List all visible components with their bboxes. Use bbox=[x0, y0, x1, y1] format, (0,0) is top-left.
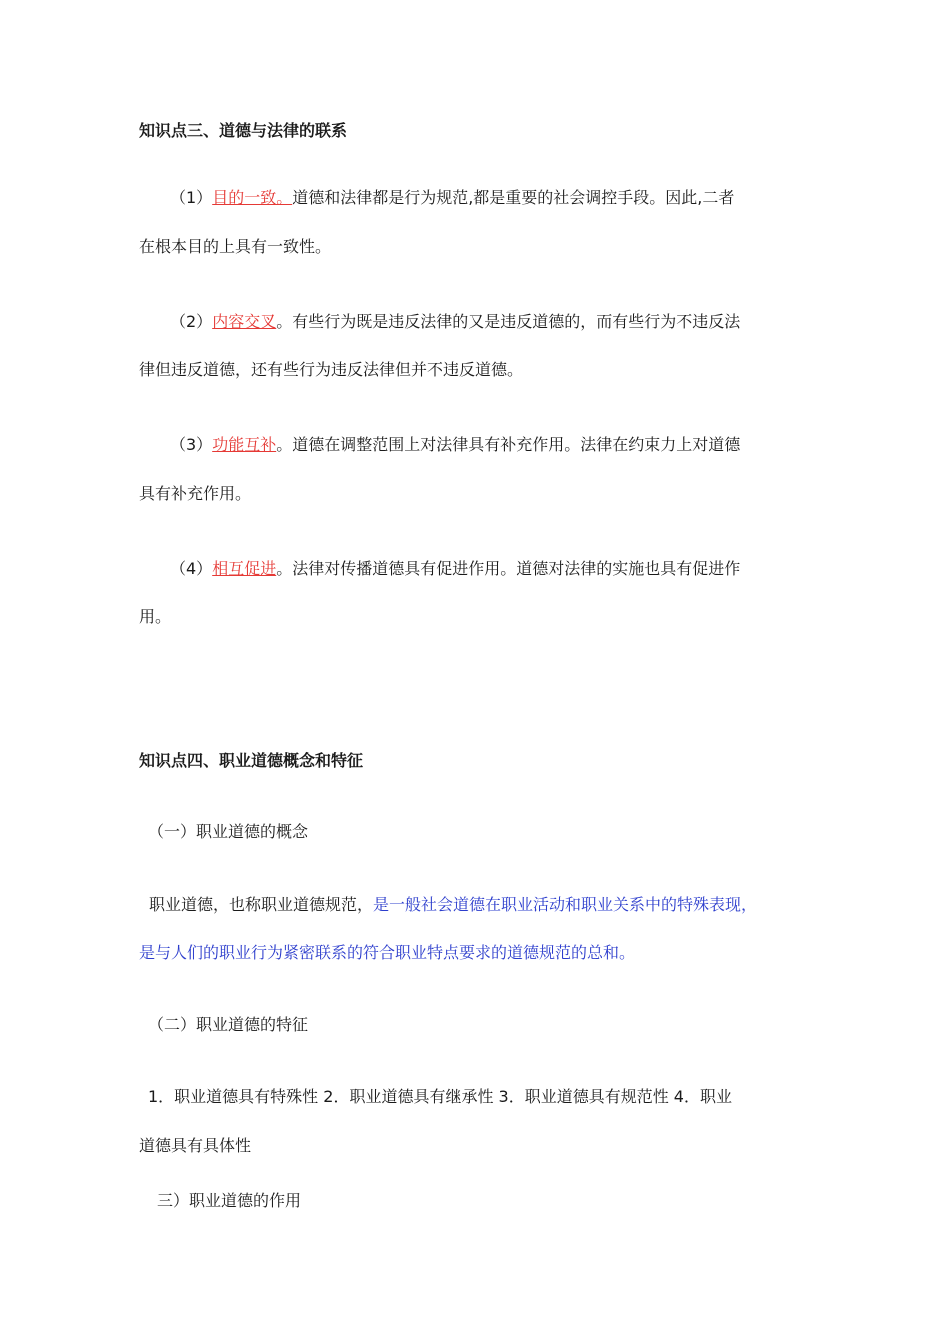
subheading-traits: （二）职业道德的特征 bbox=[148, 1015, 309, 1034]
item3-line2: 具有补充作用。 bbox=[139, 484, 252, 503]
subheading-concept: （一）职业道德的概念 bbox=[148, 822, 309, 841]
item4-line1 bbox=[170, 558, 740, 580]
definition-plain: 职业道德，也称职业道德规范， bbox=[149, 895, 374, 914]
item1-number: （1） bbox=[170, 188, 213, 207]
item3-line1 bbox=[170, 434, 740, 456]
traits-line1: 1．职业道德具有特殊性 2．职业道德具有继承性 3．职业道德具有规范性 4．职业 bbox=[148, 1087, 732, 1106]
item3-number: （3） bbox=[170, 435, 213, 454]
item2-number: （2） bbox=[170, 312, 213, 331]
item1-keyword: 目的一致。 bbox=[212, 188, 293, 207]
item4-text1: 。法律对传播道德具有促进作用。道德对法律的实施也具有促进作 bbox=[276, 559, 741, 578]
item2-line1 bbox=[170, 311, 740, 333]
section3-heading: 知识点三、道德与法律的联系 bbox=[139, 121, 348, 140]
traits-line2: 道德具有具体性 bbox=[139, 1136, 252, 1155]
item3-keyword: 功能互补 bbox=[212, 435, 277, 454]
subheading-role: 三）职业道德的作用 bbox=[157, 1191, 302, 1210]
item2-line2: 律但违反道德，还有些行为违反法律但并不违反道德。 bbox=[139, 360, 524, 379]
definition-line1 bbox=[149, 894, 757, 916]
item3-text1: 。道德在调整范围上对法律具有补充作用。法律在约束力上对道德 bbox=[276, 435, 741, 454]
item1-text1: 道德和法律都是行为规范,都是重要的社会调控手段。因此,二者 bbox=[292, 188, 735, 207]
definition-line2: 是与人们的职业行为紧密联系的符合职业特点要求的道德规范的总和。 bbox=[139, 943, 636, 962]
item4-keyword: 相互促进 bbox=[212, 559, 277, 578]
item4-line2: 用。 bbox=[139, 607, 172, 626]
definition-highlight1: 是一般社会道德在职业活动和职业关系中的特殊表现， bbox=[373, 895, 758, 914]
item2-text1: 。有些行为既是违反法律的又是违反道德的，而有些行为不违反法 bbox=[276, 312, 741, 331]
item1-line1 bbox=[170, 187, 734, 209]
item1-line2: 在根本目的上具有一致性。 bbox=[139, 237, 332, 256]
section4-heading: 知识点四、职业道德概念和特征 bbox=[139, 751, 364, 770]
item2-keyword: 内容交叉 bbox=[212, 312, 277, 331]
item4-number: （4） bbox=[170, 559, 213, 578]
